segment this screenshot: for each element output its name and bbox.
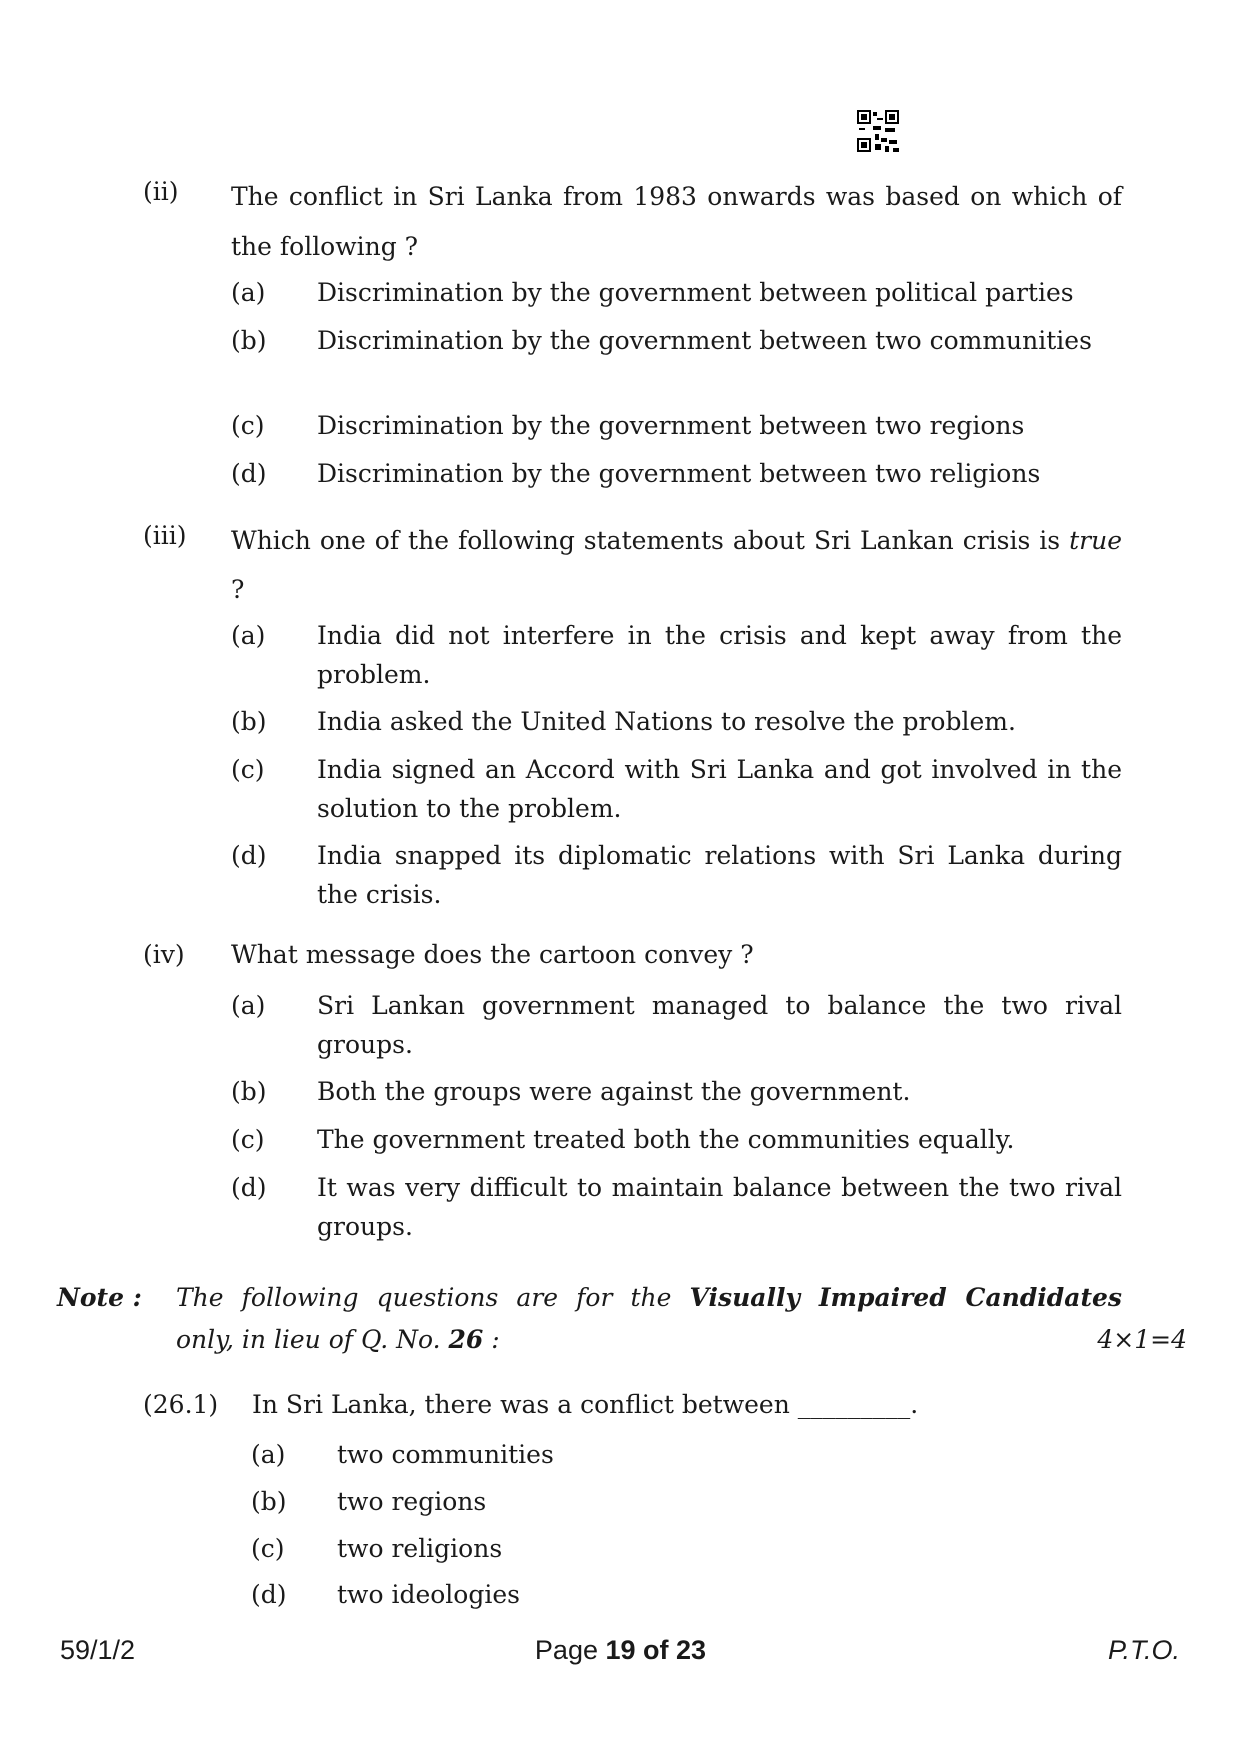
question-number: (ii) [143,177,179,206]
question-number: (iii) [143,521,187,550]
question-text-emphasis: true [1069,526,1123,555]
option-label: (b) [231,1077,267,1106]
option-label: (b) [231,707,267,736]
question-text-end: ? [231,575,245,604]
option-label: (a) [251,1440,286,1469]
note-question-number: 26 [448,1325,484,1354]
page-number [0,1631,1241,1670]
question-text [231,516,1122,614]
question-text: What message does the cartoon convey ? [231,940,754,969]
option-text: Both the groups were against the government. [317,1077,911,1106]
marks-allocation: 4×1=4 [1097,1325,1187,1354]
option-text: Sri Lankan government managed to balance the two rival groups. [317,991,1122,1059]
pto-label: P.T.O. [1107,1635,1180,1665]
option-label: (b) [231,326,267,355]
note-text: only, in lieu of Q. No. [176,1325,449,1354]
option-text: two religions [337,1534,503,1563]
option-text: India signed an Accord with Sri Lanka and got involved in the solution to the problem. [317,755,1122,823]
question-text: The conflict in Sri Lanka from 1983 onwards was based on which of the following ? [231,182,1122,261]
note-text: The following questions are for the [176,1283,690,1312]
note-text-end: : [483,1325,500,1354]
option-text: India asked the United Nations to resolve the problem. [317,707,1016,736]
total-pages: 23 [676,1635,707,1665]
question-number: (iv) [143,940,185,969]
question-number: (26.1) [143,1390,219,1419]
option-label: (d) [231,459,267,488]
option-text: two regions [337,1487,487,1516]
option-label: (a) [231,278,266,307]
page-prefix: Page [534,1635,606,1665]
option-label: (a) [231,991,266,1020]
option-label: (a) [231,621,266,650]
paper-code: 59/1/2 [60,1635,136,1665]
note-text-line2 [176,1320,500,1359]
qr-code-icon [857,110,899,152]
page-of: of [635,1635,677,1665]
note-emphasis: Visually Impaired Candidates [689,1283,1122,1312]
note-text-line1 [176,1278,1122,1317]
option-label: (b) [251,1487,287,1516]
option-label: (c) [231,411,265,440]
option-label: (c) [251,1534,285,1563]
option-label: (d) [231,1173,267,1202]
option-text: It was very difficult to maintain balance between the two rival groups. [317,1173,1122,1241]
option-text: India did not interfere in the crisis and kept away from the problem. [317,621,1122,689]
option-text: Discrimination by the government between two communities [317,326,1092,355]
option-text: two ideologies [337,1580,520,1609]
option-label: (c) [231,1125,265,1154]
option-label: (d) [231,841,267,870]
question-text-main: Which one of the following statements about Sri Lankan crisis is [231,526,1061,555]
option-text: India snapped its diplomatic relations with Sri Lanka during the crisis. [317,841,1122,909]
option-text: Discrimination by the government between two religions [317,459,1041,488]
question-text: In Sri Lanka, there was a conflict between _________. [252,1390,919,1419]
option-text: The government treated both the communities equally. [317,1125,1015,1154]
option-text: two communities [337,1440,554,1469]
current-page: 19 [605,1635,636,1665]
option-text: Discrimination by the government between two regions [317,411,1025,440]
option-label: (c) [231,755,265,784]
option-text: Discrimination by the government between political parties [317,278,1074,307]
note-label: Note : [57,1283,142,1312]
option-label: (d) [251,1580,287,1609]
